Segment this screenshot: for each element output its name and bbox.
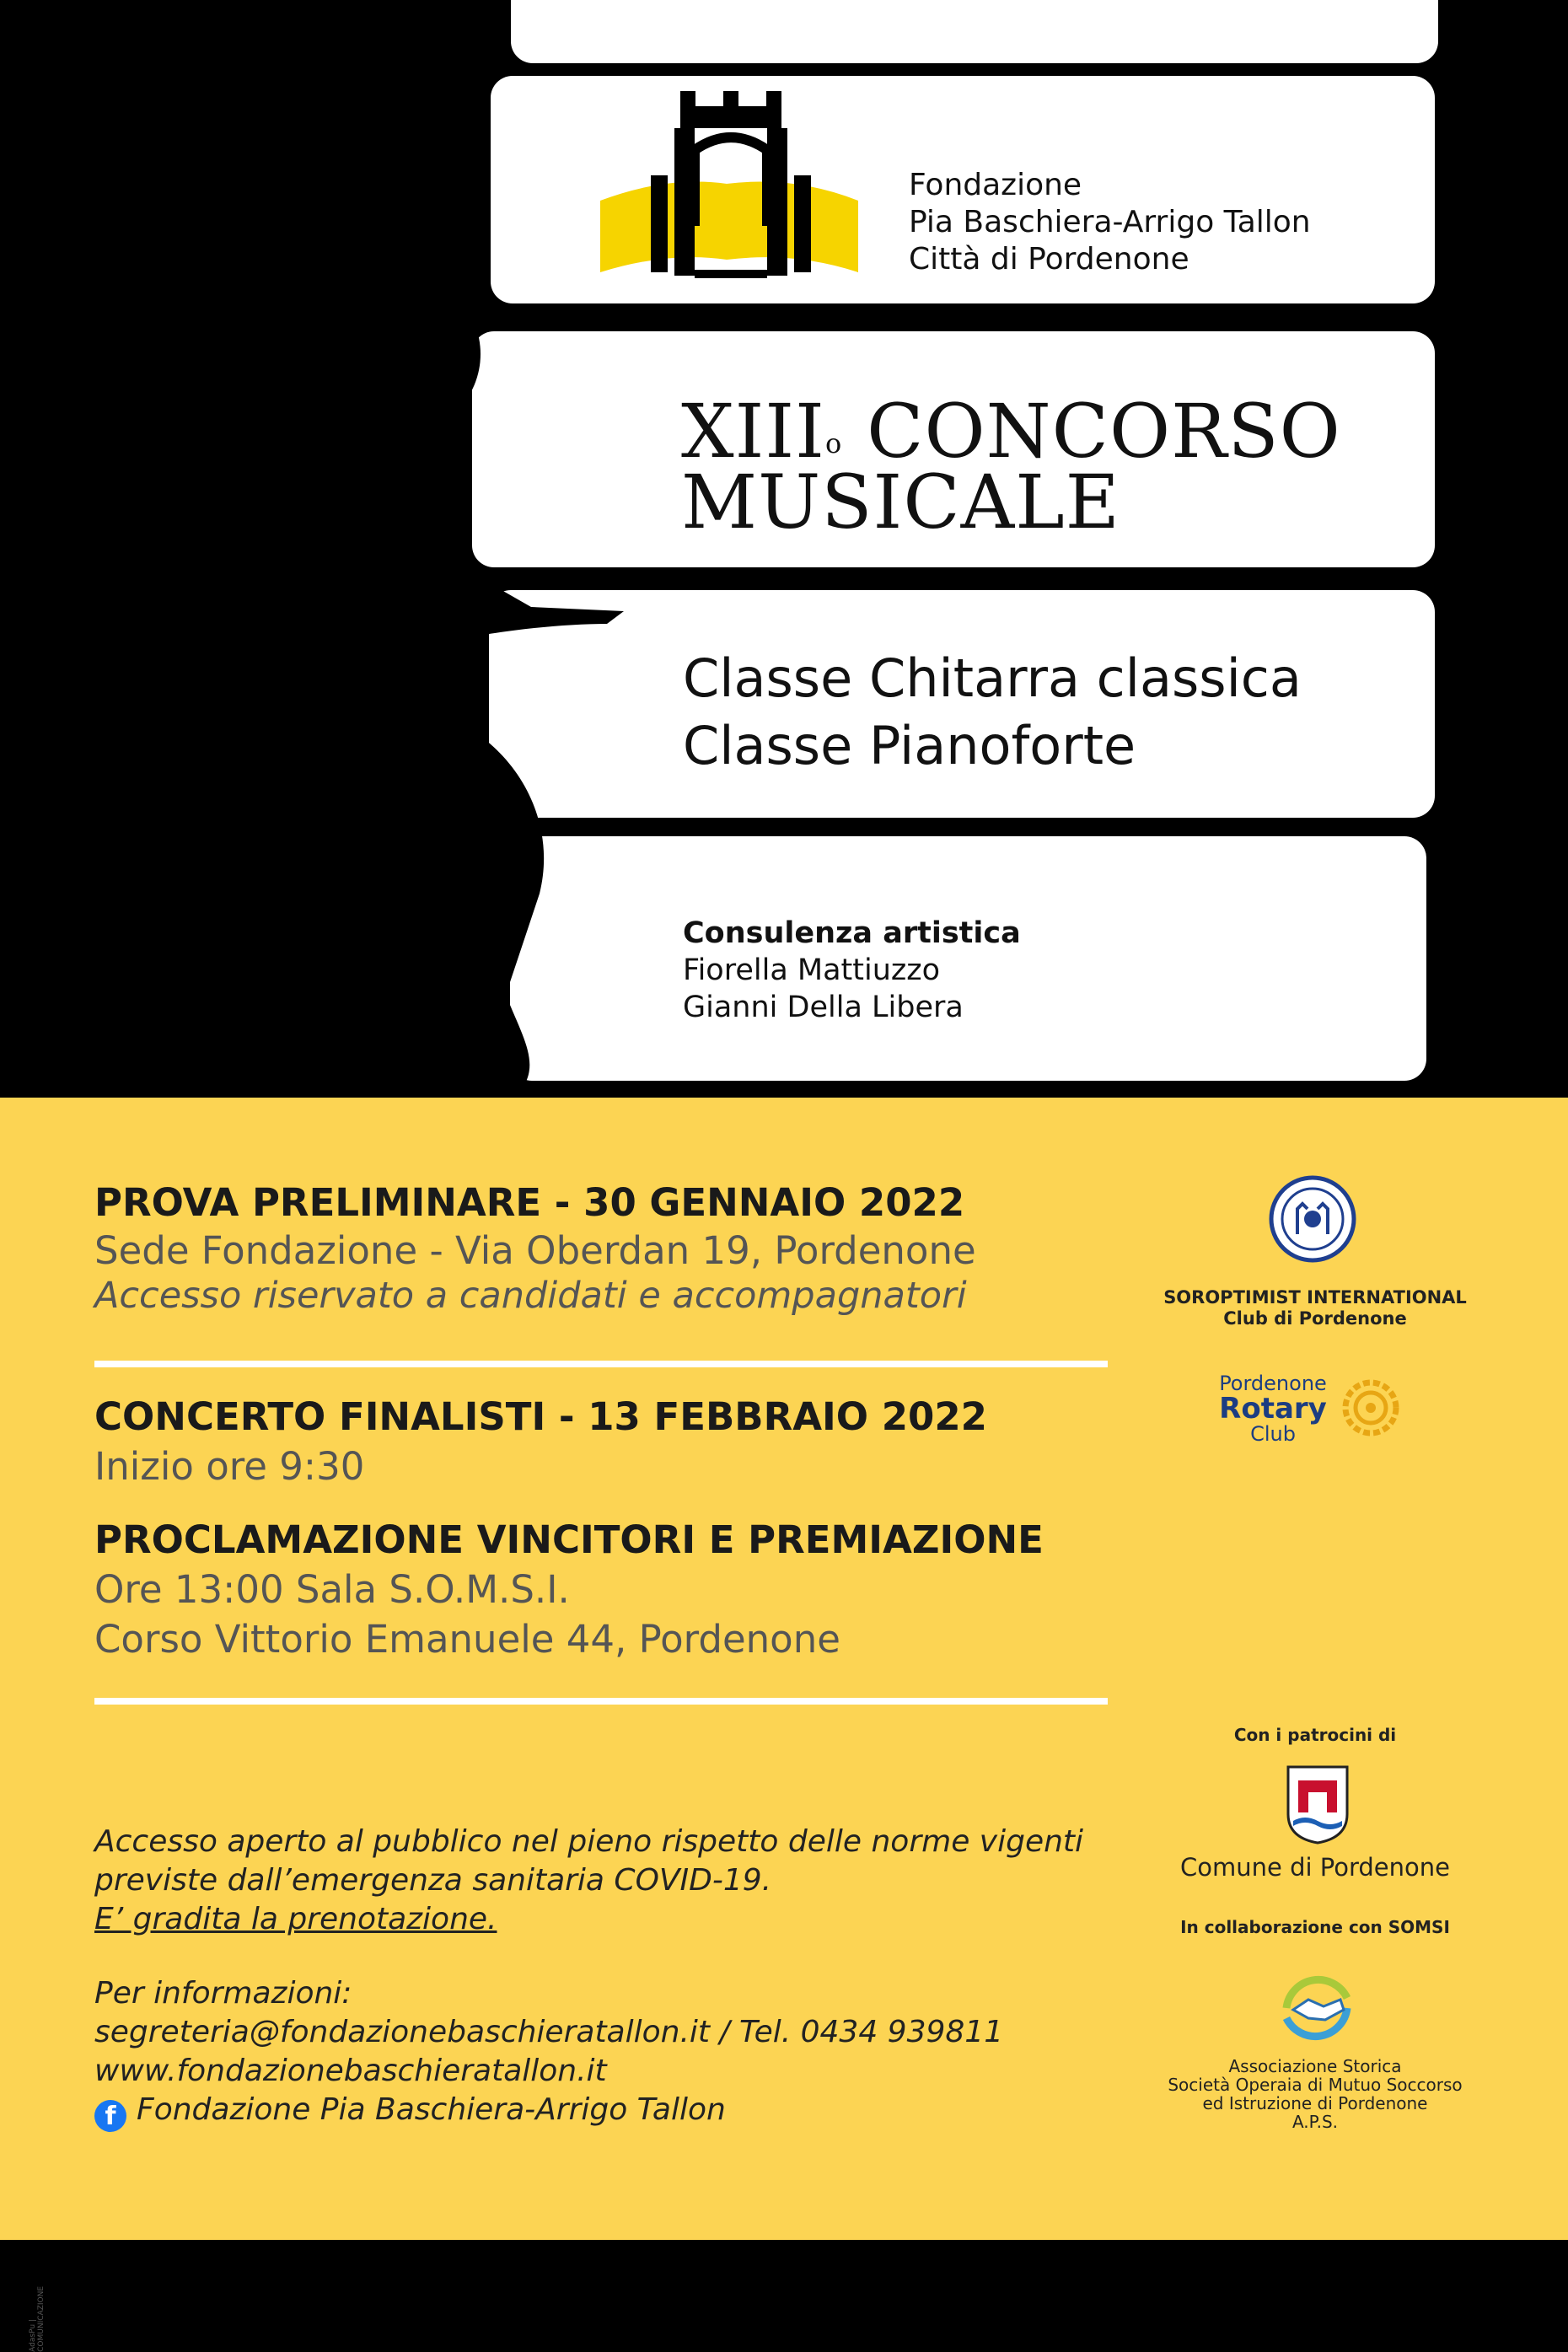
org-line: Pia Baschiera-Arrigo Tallon [909,205,1311,239]
contacts-heading: Per informazioni: [94,1976,352,2011]
pianist-silhouette-icon [253,253,658,1098]
rotary-wheel-icon [1340,1377,1401,1438]
contact-website[interactable]: www.fondazionebaschieratallon.it [94,2054,607,2088]
contact-email-phone[interactable]: segreteria@fondazionebaschieratallon.it / Tel. 0434 939811 [94,2015,1004,2049]
title-musicale: MUSICALE [681,459,1120,545]
consulenza-heading: Consulenza artistica [683,916,1021,950]
class-list [683,645,1302,780]
title-concorso: CONCORSO [842,388,1341,475]
comune-label: Comune di Pordenone [1180,1853,1450,1882]
proclamazione-line: Corso Vittorio Emanuele 44, Pordenone [94,1617,840,1662]
somsi-line: ed Istruzione di Pordenone [1202,2093,1428,2113]
somsi-line: Società Operaia di Mutuo Soccorso [1168,2075,1463,2095]
facebook-label: Fondazione Pia Baschiera-Arrigo Tallon [137,2092,726,2127]
piano-keys-banner [0,0,1568,1098]
consulenza-block [683,915,1021,1026]
somsi-line: A.P.S. [1291,2112,1339,2132]
soroptimist-label [1155,1287,1475,1329]
bench [0,470,472,572]
consulenza-name: Gianni Della Libera [683,991,964,1024]
divider [94,1361,1108,1367]
prova-location: Sede Fondazione - Via Oberdan 19, Pordenone [94,1228,976,1273]
somsi-label [1146,2057,1484,2131]
concerto-heading: CONCERTO FINALISTI - 13 FEBBRAIO 2022 [94,1394,987,1439]
fondazione-name [909,167,1311,278]
rotary-city: Pordenone [1219,1372,1327,1395]
comune-crest-icon [1286,1765,1349,1845]
rotary-name: Rotary [1219,1392,1327,1426]
piano-key [511,0,1438,63]
divider [94,1698,1108,1705]
facebook-icon: f [94,2100,126,2132]
soroptimist-line: SOROPTIMIST INTERNATIONAL [1163,1287,1467,1308]
class-item: Classe Pianoforte [683,715,1136,776]
concerto-block [94,1394,987,1489]
page-title [681,388,1341,545]
somsi-handshake-icon [1270,1966,1364,2047]
prova-block [94,1180,976,1317]
class-item: Classe Chitarra classica [683,647,1302,709]
collab-label: In collaborazione con SOMSI [1180,1917,1450,1937]
contacts-block [94,1974,1003,2132]
proclamazione-line: Ore 13:00 Sala S.O.M.S.I. [94,1567,570,1612]
info-section [0,1098,1568,2352]
title-ordinal: o [824,427,843,459]
rotary-club: Club [1250,1422,1296,1446]
soroptimist-emblem-icon [1269,1175,1356,1263]
prova-heading: PROVA PRELIMINARE - 30 GENNAIO 2022 [94,1180,965,1225]
proclamazione-heading: PROCLAMAZIONE VINCITORI E PREMIAZIONE [94,1517,1044,1562]
rotary-label [1214,1371,1332,1447]
title-numeral: XIII [681,388,825,475]
consulenza-name: Fiorella Mattiuzzo [683,953,941,987]
access-booking: E’ gradita la prenotazione. [94,1902,497,1936]
proclamazione-block [94,1517,1044,1662]
patrocini-label: Con i patrocini di [1233,1725,1397,1745]
org-line: Fondazione [909,168,1082,202]
org-line: Città di Pordenone [909,242,1189,277]
soroptimist-line: Club di Pordenone [1223,1308,1407,1329]
concerto-time: Inizio ore 9:30 [94,1444,365,1489]
prova-note: Accesso riservato a candidati e accompagnatori [94,1275,967,1317]
somsi-line: Associazione Storica [1228,2056,1402,2076]
access-line: previste dall’emergenza sanitaria COVID-19. [94,1863,772,1898]
credit-text: AdasPu | COMUNICAZIONE [29,2285,46,2352]
fondazione-logo-icon [600,91,862,293]
access-line: Accesso aperto al pubblico nel pieno rispetto delle norme vigenti [94,1824,1084,1859]
contact-facebook[interactable] [94,2091,1003,2132]
access-note [94,1823,1083,1939]
